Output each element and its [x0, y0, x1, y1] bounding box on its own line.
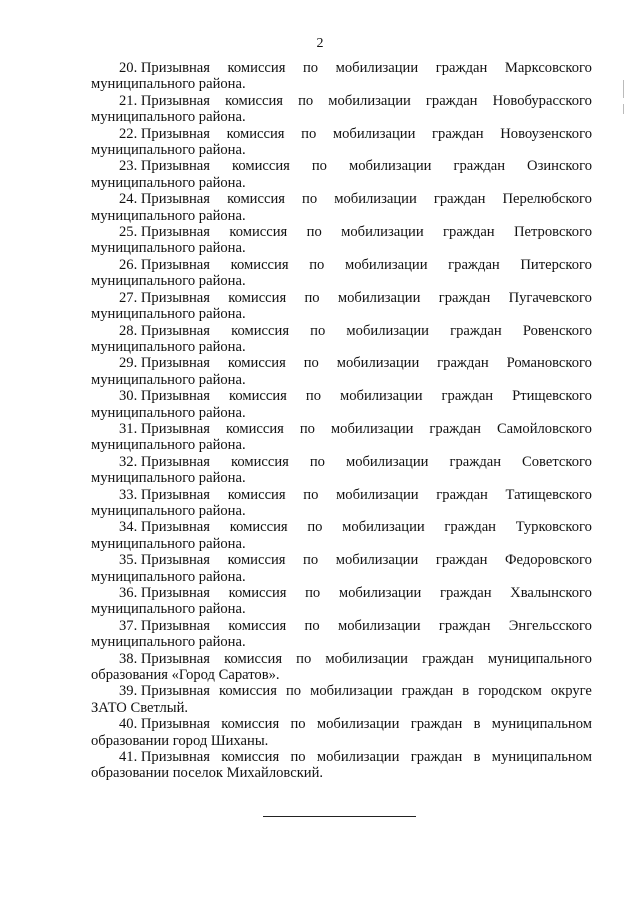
item-continuation: муниципального района.	[91, 437, 246, 454]
item-continuation: муниципального района.	[91, 404, 246, 421]
item-first-line: 23. Призывная комиссия по мобилизации граждан Озинского	[119, 158, 592, 175]
item-first-line: 20. Призывная комиссия по мобилизации граждан Марксовского	[119, 60, 592, 76]
list-item	[91, 552, 592, 585]
list-item	[91, 618, 592, 651]
item-first-line: 41. Призывная комиссия по мобилизации граждан в муниципальном	[119, 749, 592, 766]
scan-artifact	[623, 80, 624, 98]
item-first-line: 40. Призывная комиссия по мобилизации граждан в муниципальном	[119, 716, 592, 733]
item-continuation: муниципального района.	[91, 371, 246, 388]
item-continuation: муниципального района.	[91, 207, 246, 224]
item-first-line: 24. Призывная комиссия по мобилизации граждан Перелюбского	[119, 191, 592, 208]
item-first-line: 34. Призывная комиссия по мобилизации граждан Турковского	[119, 519, 592, 536]
item-first-line: 27. Призывная комиссия по мобилизации граждан Пугачевского	[119, 289, 592, 306]
list-item	[91, 224, 592, 257]
item-first-line: 38. Призывная комиссия по мобилизации граждан муниципального	[119, 650, 592, 667]
list-item	[91, 290, 592, 323]
item-continuation: муниципального района.	[91, 601, 246, 618]
item-first-line: 28. Призывная комиссия по мобилизации граждан Ровенского	[119, 322, 592, 339]
item-continuation: образовании поселок Михайловский.	[91, 765, 324, 782]
list-item	[91, 191, 592, 224]
list-item	[91, 716, 592, 749]
list-item	[91, 323, 592, 356]
item-continuation: образовании город Шиханы.	[91, 732, 269, 749]
item-first-line: 25. Призывная комиссия по мобилизации граждан Петровского	[119, 224, 592, 241]
item-first-line: 39. Призывная комиссия по мобилизации граждан в городском округе	[119, 683, 592, 700]
item-first-line: 22. Призывная комиссия по мобилизации граждан Новоузенского	[119, 125, 592, 142]
item-continuation: муниципального района.	[91, 502, 246, 519]
item-continuation: ЗАТО Светлый.	[91, 699, 189, 716]
list-item	[91, 126, 592, 159]
list-item	[91, 355, 592, 388]
item-first-line: 33. Призывная комиссия по мобилизации граждан Татищевского	[119, 486, 592, 503]
item-continuation: муниципального района.	[91, 306, 246, 323]
item-continuation: муниципального района.	[91, 240, 246, 257]
item-continuation: муниципального района.	[91, 109, 246, 126]
item-first-line: 29. Призывная комиссия по мобилизации граждан Романовского	[119, 355, 592, 372]
item-continuation: муниципального района.	[91, 174, 246, 191]
item-continuation: муниципального района.	[91, 634, 246, 651]
list-item	[91, 519, 592, 552]
list-item	[91, 257, 592, 290]
item-continuation: муниципального района.	[91, 470, 246, 487]
scan-artifact	[623, 104, 624, 114]
list-item	[91, 60, 592, 93]
page-number: 2	[316, 36, 324, 51]
commission-list	[91, 60, 592, 782]
item-continuation: муниципального района.	[91, 273, 246, 290]
list-item	[91, 454, 592, 487]
item-first-line: 35. Призывная комиссия по мобилизации граждан Федоровского	[119, 552, 592, 569]
list-item	[91, 388, 592, 421]
list-item	[91, 683, 592, 716]
item-first-line: 37. Призывная комиссия по мобилизации граждан Энгельсского	[119, 617, 592, 634]
list-item	[91, 585, 592, 618]
list-item	[91, 421, 592, 454]
list-item	[91, 651, 592, 684]
item-first-line: 30. Призывная комиссия по мобилизации граждан Ртищевского	[119, 388, 592, 405]
closing-rule	[263, 816, 416, 817]
list-item	[91, 158, 592, 191]
item-first-line: 32. Призывная комиссия по мобилизации граждан Советского	[119, 453, 592, 470]
item-first-line: 26. Призывная комиссия по мобилизации граждан Питерского	[119, 256, 592, 273]
item-continuation: муниципального района.	[91, 535, 246, 552]
list-item	[91, 487, 592, 520]
item-continuation: муниципального района.	[91, 568, 246, 585]
item-continuation: муниципального района.	[91, 338, 246, 355]
list-item	[91, 93, 592, 126]
item-continuation: образования «Город Саратов».	[91, 667, 280, 684]
item-continuation: муниципального района.	[91, 142, 246, 159]
item-first-line: 31. Призывная комиссия по мобилизации граждан Самойловского	[119, 420, 592, 437]
item-first-line: 21. Призывная комиссия по мобилизации граждан Новобурасского	[119, 92, 592, 109]
item-continuation: муниципального района.	[91, 76, 246, 93]
list-item	[91, 749, 592, 782]
item-first-line: 36. Призывная комиссия по мобилизации граждан Хвалынского	[119, 585, 592, 601]
